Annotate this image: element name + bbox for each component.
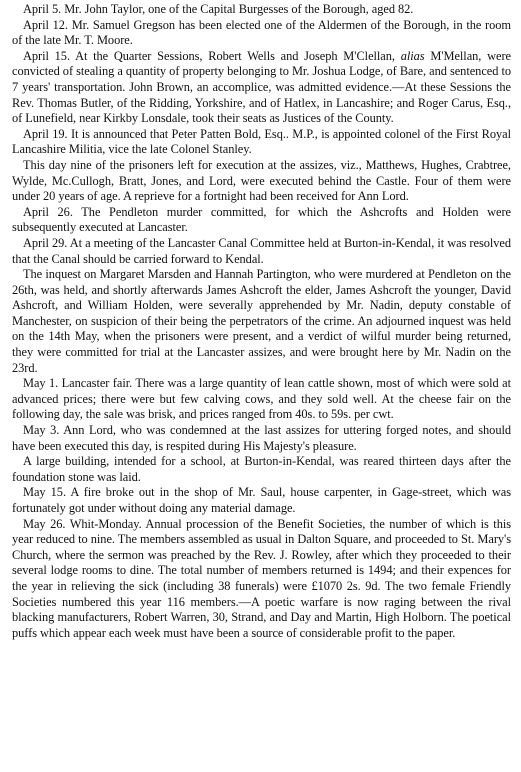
entry-april-26 xyxy=(12,205,511,236)
entry-date: May 3. xyxy=(23,423,60,438)
entry-text: A large building, intended for a school, at Burton-in-Kendal, was reared thirteen days after the foundation stone was laid. xyxy=(12,454,511,484)
entry-date: May 1. xyxy=(23,376,59,391)
entry-may-26 xyxy=(12,517,511,642)
entry-inquest xyxy=(12,267,511,376)
entry-text: Mr. Samuel Gregson has been elected one of the Aldermen of the Borough, in the room of the late Mr. T. Moore. xyxy=(12,17,511,48)
entry-date: April 5. xyxy=(23,2,62,16)
entry-may-3 xyxy=(12,423,511,454)
entry-text: This day nine of the prisoners left for execution at the assizes, viz., Matthews, Hughes, Crabtree, Wylde, Mc.Cullogh, Bratt, Jones, and Lord, were executed behind the Castle. Four of them were under 20 years of age. A reprieve for a fortnight had been received for Ann Lord. xyxy=(12,157,511,204)
entry-text: Mr. John Taylor, one of the Capital Burgesses of the Borough, aged 82. xyxy=(64,2,414,16)
entry-text: Whit-Monday. Annual procession of the Benefit Societies, the number of which is this year reduced to nine. The members assembled as usual in Dalton Square, and proceeded to St. Mary's Church, where the sermon was preached by the Rev. J. Rowley, after which they proceeded to their several lodge rooms to dine. The total number of members returned is 1494; and their expences for the year in relieving the sick (including 38 funerals) were £1070 2s. 9d. The two female Friendly Societies numbered this year 116 members.—A poetic warfare is now raging between the rival blacking manufacturers, Robert Warren, 30, Strand, and Day and Martin, High Holborn. The poetical puffs which appear each week must have been a source of considerable profit to the paper. xyxy=(12,516,512,640)
entry-text: The Pendleton murder committed, for which the Ashcrofts and Holden were subsequently executed at Lancaster. xyxy=(12,204,511,235)
entry-text: A fire broke out in the shop of Mr. Saul, house carpenter, in Gage-street, which was fortunately got under without doing any material damage. xyxy=(12,485,512,515)
entry-executions xyxy=(12,158,511,205)
entry-text: Lancaster fair. There was a large quantity of lean cattle shown, most of which were sold at advanced prices; there were but few calving cows, and they sold well. At the cheese fair on the following day, the sale was brisk, and prices ranged from 40s. to 59s. per cwt. xyxy=(12,376,511,422)
entry-text: It is announced that Peter Patten Bold, Esq.. M.P., is appointed colonel of the First Royal Lancashire Militia, vice the late Colonel Stanley. xyxy=(12,126,511,157)
entry-date: April 12. xyxy=(23,17,68,32)
entry-text: Ann Lord, who was condemned at the last assizes for uttering forged notes, and should have been executed this day, is respited during His Majesty's pleasure. xyxy=(12,423,512,453)
entry-school-building xyxy=(12,454,511,485)
entry-date: April 19. xyxy=(23,126,68,141)
entry-text-continued: M'Mellan, were convicted of stealing a quantity of property belonging to Mr. Joshua Lodge, of Bare, and sentenced to 7 years' transportation. John Brown, an accomplice, was admitted evidence.—At these Sessions the Rev. Thomas Butler, of the Ridding, Yorkshire, and of Hatlex, in Lancashire; and Roger Carus, Esq., of Lunefield, near Kirkby Lonsdale, took their seats as Justices of the County. xyxy=(12,48,511,126)
entry-april-12 xyxy=(12,18,511,49)
entry-date: April 26. xyxy=(23,204,73,219)
entry-italic-alias: alias xyxy=(400,48,425,63)
entry-date: May 15. xyxy=(23,485,66,500)
entry-may-15 xyxy=(12,485,511,516)
entry-date: April 29. xyxy=(23,235,68,250)
entry-april-15 xyxy=(12,49,511,127)
entry-date: May 26. xyxy=(23,516,66,531)
entry-date: April 15. xyxy=(23,48,71,63)
entry-text: The inquest on Margaret Marsden and Hannah Partington, who were murdered at Pendleton on the 26th, was held, and shortly afterwards James Ashcroft the elder, James Ashcroft the younger, David Ashcroft, and William Holden, were severally apprehended by Mr. Nadin, deputy constable of Manchester, on suspicion of their being the perpetrators of the crime. An adjourned inquest was held on the 14th May, when the prisoners were present, and a verdict of wilful murder being returned, they were committed for trial at the Lancaster assizes, and were brought here by Mr. Nadin on the 23rd. xyxy=(12,267,511,375)
entry-text: At the Quarter Sessions, Robert Wells and Joseph M'Clellan, xyxy=(75,48,395,63)
entry-april-19 xyxy=(12,127,511,158)
entry-text: At a meeting of the Lancaster Canal Committee held at Burton-in-Kendal, it was resolved that the Canal should be carried forward to Kendal. xyxy=(12,235,511,266)
entry-may-1 xyxy=(12,376,511,423)
entry-april-29 xyxy=(12,236,511,267)
entry-april-5 xyxy=(12,2,511,18)
